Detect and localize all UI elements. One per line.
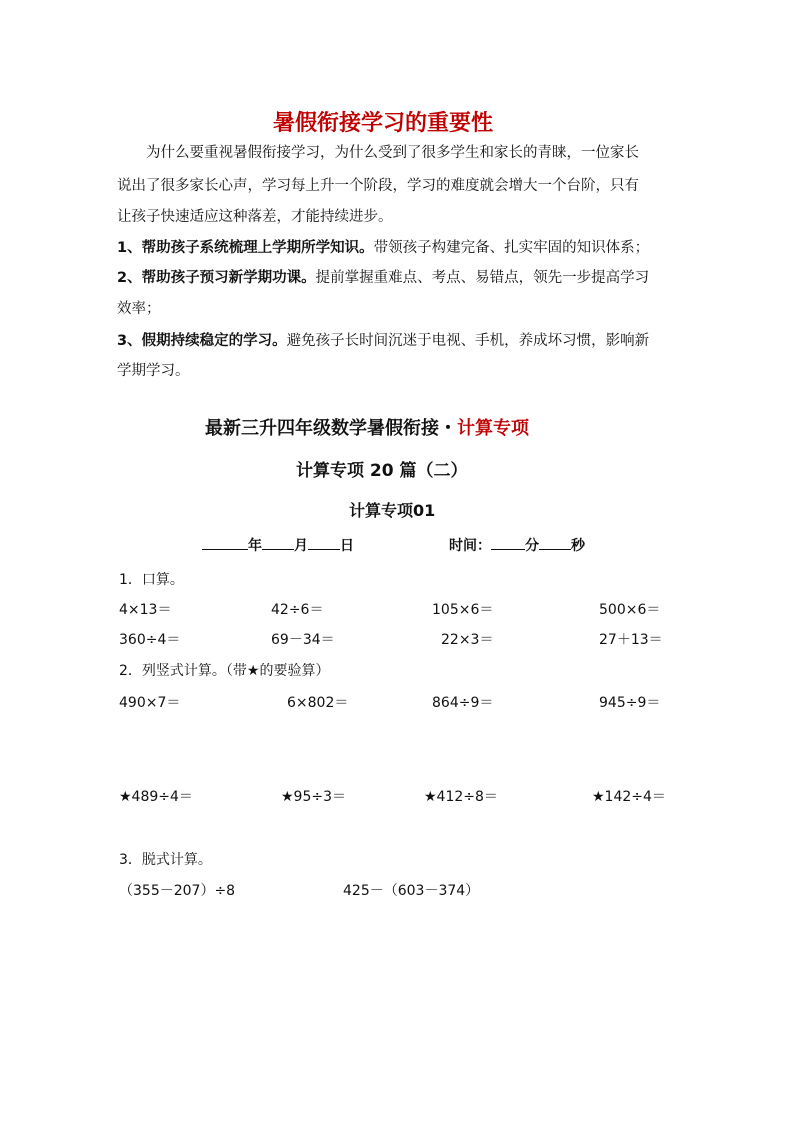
intro-point-3-text: 避免孩子长时间沉迷于电视、手机，养成坏习惯，影响新 [286, 333, 650, 349]
time-label: 时间： [449, 538, 491, 554]
time-line [449, 535, 585, 555]
q1-item: 42÷6＝ [271, 602, 324, 618]
intro-point-2 [117, 271, 649, 286]
q1-item: 22×3＝ [441, 632, 494, 648]
intro-point-2-bold: 2、帮助孩子预习新学期功课。 [117, 270, 316, 286]
q1-item: 105×6＝ [432, 602, 494, 618]
intro-point-2-text: 提前掌握重难点、考点、易错点，领先一步提高学习 [315, 270, 650, 286]
intro-point-3-continuation: 学期学习。 [117, 363, 190, 379]
month-label: 月 [294, 538, 308, 554]
year-label: 年 [248, 538, 262, 554]
intro-paragraph-line-3: 让孩子快速适应这种落差，才能持续进步。 [117, 209, 393, 225]
day-blank[interactable] [308, 537, 340, 550]
q1-item: 27＋13＝ [599, 632, 663, 648]
q2-item: ★95÷3＝ [281, 789, 347, 805]
q2-item: ★142÷4＝ [592, 789, 666, 805]
worksheet-heading-black: 最新三升四年级数学暑假衔接・ [205, 418, 457, 439]
q3-item: （355－207）÷8 [119, 883, 236, 899]
day-label: 日 [340, 538, 354, 554]
intro-point-1-text: 带领孩子构建完备、扎实牢固的知识体系； [373, 240, 650, 256]
worksheet-heading-red: 计算专项 [457, 418, 529, 439]
intro-point-2-continuation: 效率； [117, 301, 161, 317]
q2-item: 6×802＝ [287, 695, 349, 711]
intro-point-3 [117, 334, 649, 349]
q1-item: 360÷4＝ [119, 632, 181, 648]
intro-paragraph-line-1: 为什么要重视暑假衔接学习，为什么受到了很多学生和家长的青睐，一位家长 [146, 145, 639, 161]
intro-point-1-bold: 1、帮助孩子系统梳理上学期所学知识。 [117, 240, 374, 256]
minute-blank[interactable] [491, 537, 525, 550]
q3-label: 3．脱式计算。 [119, 852, 212, 868]
worksheet-subheading: 计算专项 20 篇（二） [296, 461, 468, 481]
intro-title: 暑假衔接学习的重要性 [273, 111, 494, 136]
minute-label: 分 [525, 538, 539, 554]
q3-item: 425－（603－374） [343, 883, 480, 899]
q2-item: 864÷9＝ [432, 695, 494, 711]
q2-item: 945÷9＝ [599, 695, 661, 711]
q2-label: 2．列竖式计算。（带★的要验算） [119, 663, 330, 679]
q2-item: 490×7＝ [119, 695, 181, 711]
intro-point-3-bold: 3、假期持续稳定的学习。 [117, 333, 287, 349]
q2-item: ★489÷4＝ [119, 789, 193, 805]
second-blank[interactable] [539, 537, 571, 550]
q1-label: 1．口算。 [119, 572, 184, 588]
q1-item: 4×13＝ [119, 602, 172, 618]
intro-point-1 [117, 241, 649, 256]
date-time-line [202, 535, 354, 555]
q1-item: 69－34＝ [271, 632, 335, 648]
worksheet-heading [205, 414, 529, 440]
month-blank[interactable] [262, 537, 294, 550]
q1-item: 500×6＝ [599, 602, 661, 618]
intro-paragraph-line-2: 说出了很多家长心声，学习每上升一个阶段，学习的难度就会增大一个台阶，只有 [117, 178, 639, 194]
year-blank[interactable] [202, 537, 248, 550]
q2-item: ★412÷8＝ [424, 789, 498, 805]
second-label: 秒 [571, 538, 585, 554]
section-title: 计算专项01 [349, 501, 436, 520]
